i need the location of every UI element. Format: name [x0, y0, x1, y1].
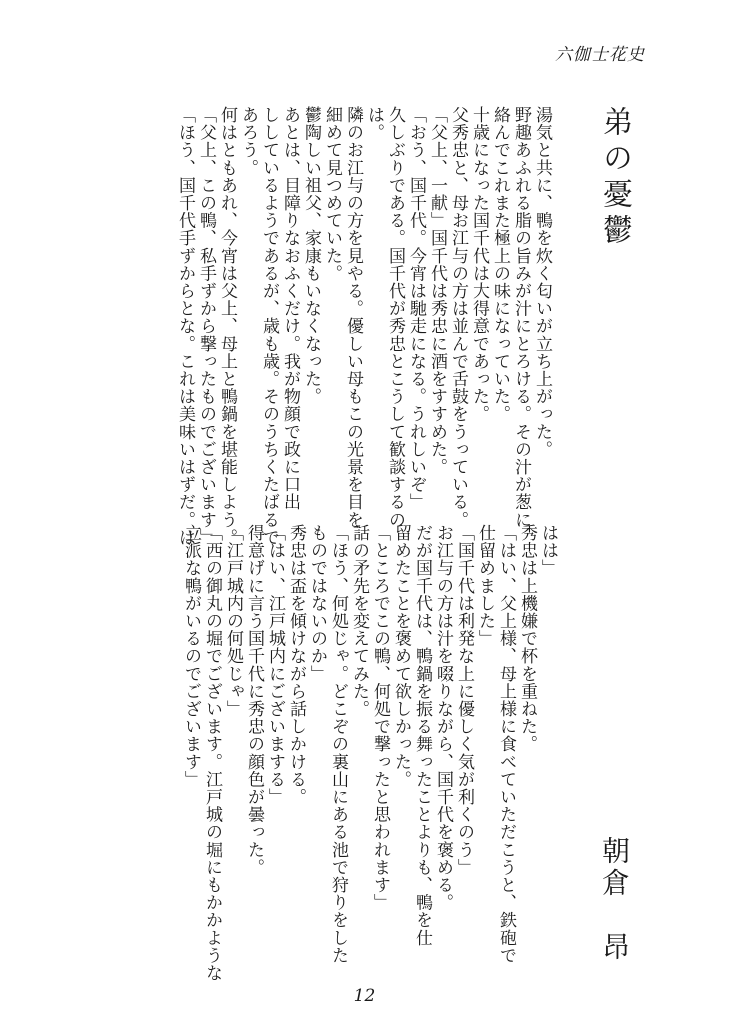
text-line: 湯気と共に、鴨を炊く匂いが立ち上がった。 [532, 106, 552, 458]
text-line: はは」 [538, 524, 558, 577]
text-line: 「国千代は利発な上に優しく気が利くのう」 [454, 524, 474, 876]
text-line: お江与の方は汁を啜りながら、国千代を褒める。 [433, 524, 453, 912]
text-line: 「ほう、国千代手ずからとな。これは美味いはずだ。は [175, 106, 195, 546]
upper-text-block [100, 106, 552, 546]
text-line: ししているようであるが、歳も歳。そのうちくたばるで [259, 106, 279, 546]
text-line: 「江戸城内の何処じゃ」 [223, 524, 243, 718]
text-line: 仕留めました」 [475, 524, 495, 648]
running-header: 六伽士花史 [555, 45, 645, 65]
page-number: 12 [353, 986, 376, 1006]
text-line: 「西の御丸の堀でございます。江戸城の堀にもかかような [202, 524, 222, 982]
text-line: 絡んでこれまた極上の味になっていた。 [490, 106, 510, 423]
text-line: 細めて見つめていた。 [322, 106, 342, 282]
text-line: 秀忠は盃を傾けながら話しかける。 [286, 524, 306, 806]
text-line: は。 [364, 106, 384, 142]
text-line: 秀忠は上機嫌で杯を重ねた。 [517, 524, 537, 753]
text-line: 「はい、父上様、母上様に食べていただこうと、鉄砲で [496, 524, 516, 964]
text-line: 「父上、一献」国千代は秀忠に酒をすすめた。 [427, 106, 447, 476]
text-line: 話の矛先を変えてみた。 [349, 524, 369, 718]
text-line: 「はい、江戸城内にございまする」 [265, 524, 285, 806]
text-line: 「ところでこの鴨、何処で撃ったと思われます」 [370, 524, 390, 912]
text-line: 父秀忠と、母お江与の方は並んで舌鼓をうっている。 [448, 106, 468, 529]
text-line: 鬱陶しい祖父、家康もいなくなった。 [301, 106, 321, 406]
chapter-title: 弟の憂鬱 [597, 106, 632, 250]
text-line: 得意げに言う国千代に秀忠の顔色が曇った。 [244, 524, 264, 876]
text-line: ものではないのか」 [307, 524, 327, 683]
text-line: 立派な鴨がいるのでございます」 [181, 524, 201, 788]
text-line: 「ほう、何処じゃ。どこぞの裏山にある池で狩りをした [328, 524, 348, 964]
text-line: 何はともあれ、今宵は父上、母上と鴨鍋を堪能しよう。 [217, 106, 237, 546]
text-line: 留めたことを褒めて欲しかった。 [391, 524, 411, 788]
text-line: あとは、目障りなおふくだけ。我が物顔で政に口出 [280, 106, 300, 511]
text-line: 隣のお江与の方を見やる。優しい母もこの光景を目を [343, 106, 363, 529]
text-line: 野趣あふれる脂の旨みが汁にとろける。その汁が葱に [511, 106, 531, 529]
text-line: だが国千代は、鴨鍋を振る舞ったことよりも、鴨を仕 [412, 524, 432, 947]
author-name: 朝倉 昂 [598, 836, 631, 964]
lower-text-block [100, 524, 558, 982]
text-line: 「父上、この鴨、私手ずから撃ったものでございます」 [196, 106, 216, 546]
text-line: 十歳になった国千代は大得意であった。 [469, 106, 489, 423]
text-line: 久しぶりである。国千代が秀忠とこうして歓談するの [385, 106, 405, 529]
text-line: あろう。 [238, 106, 258, 177]
text-line: 「おう、国千代。今宵は馳走になる。うれしいぞ」 [406, 106, 426, 511]
